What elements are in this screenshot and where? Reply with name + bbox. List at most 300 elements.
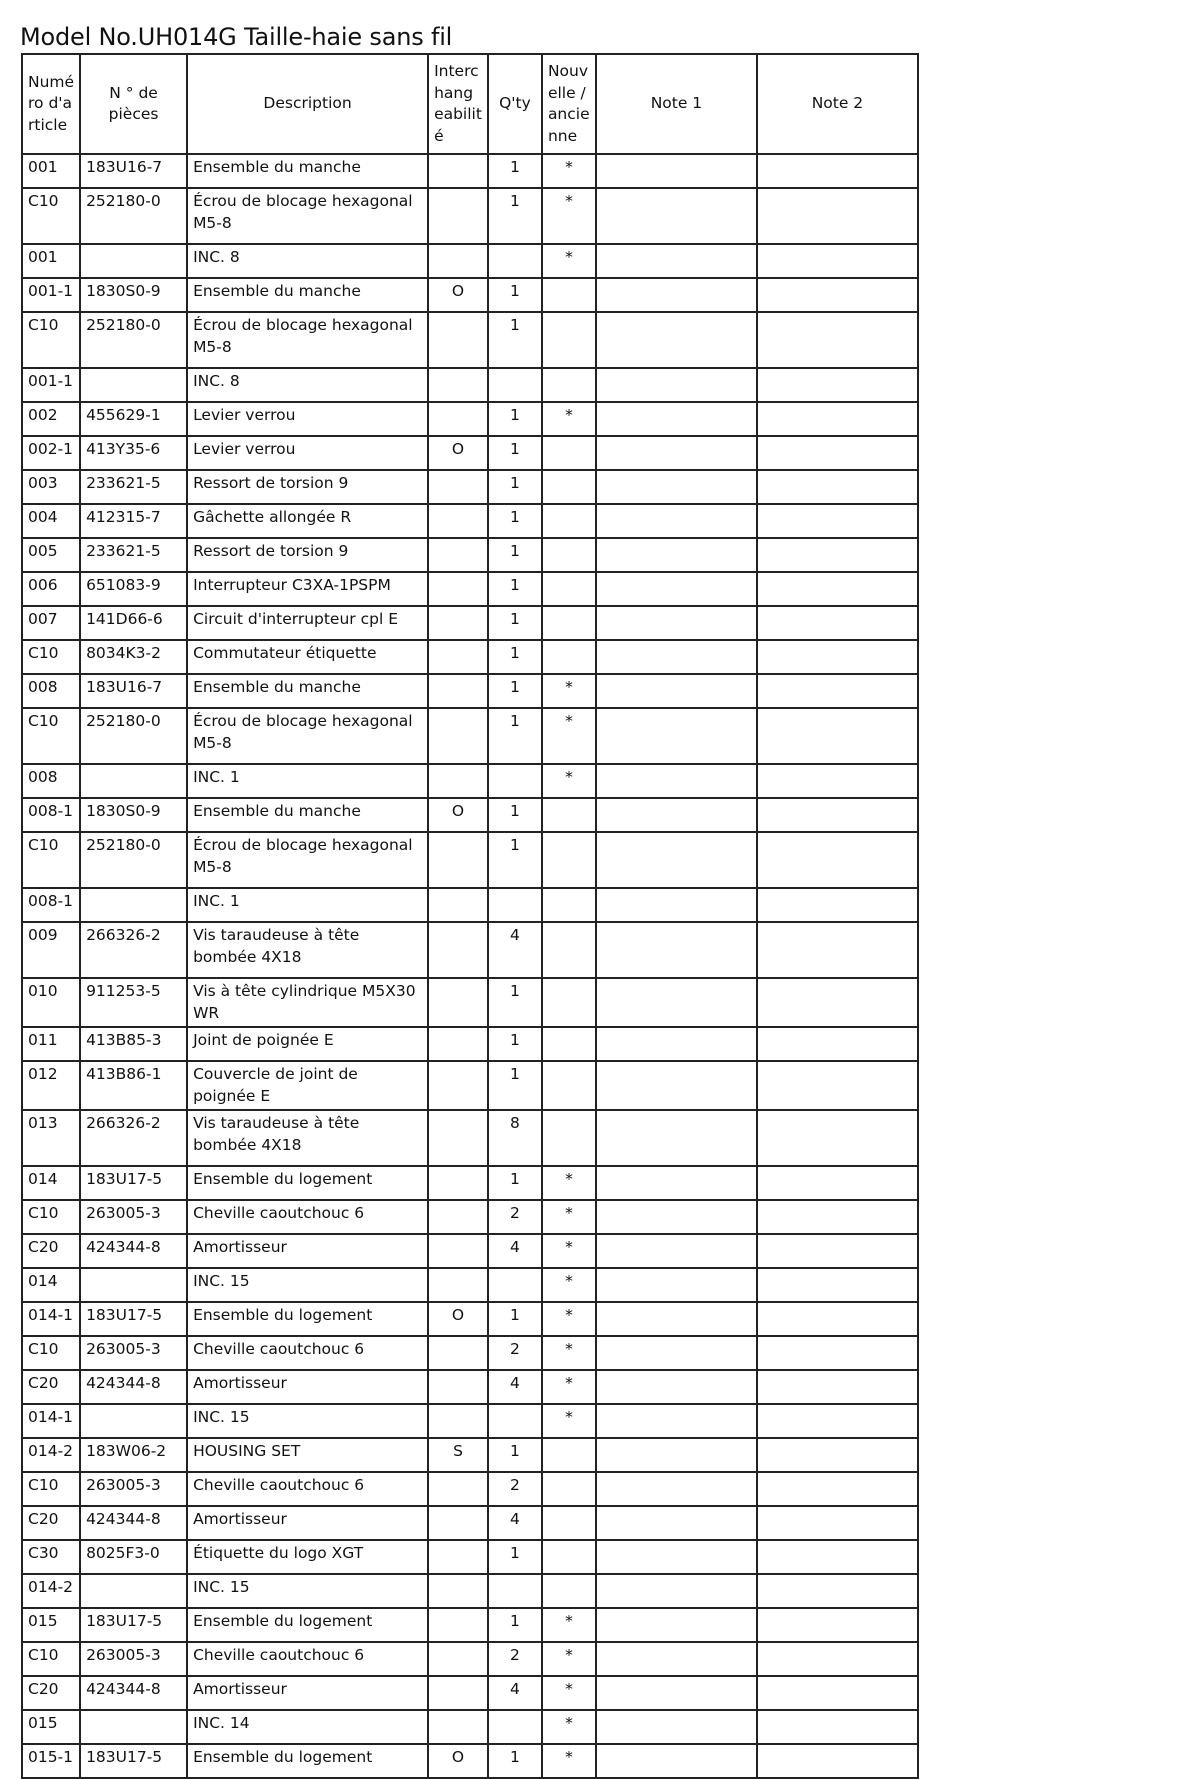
note-2-cell xyxy=(757,1744,918,1778)
interchangeability-cell xyxy=(428,1404,488,1438)
interchangeability-cell xyxy=(428,1676,488,1710)
quantity-cell: 2 xyxy=(488,1642,542,1676)
quantity-cell: 1 xyxy=(488,1061,542,1110)
interchangeability-cell xyxy=(428,154,488,188)
new-old-cell: * xyxy=(542,188,596,244)
item-number-cell: C10 xyxy=(22,1472,80,1506)
interchangeability-cell xyxy=(428,1642,488,1676)
description-cell: Ressort de torsion 9 xyxy=(187,538,428,572)
interchangeability-cell: O xyxy=(428,436,488,470)
new-old-cell xyxy=(542,798,596,832)
table-row xyxy=(22,832,918,888)
description-cell: Écrou de blocage hexagonal M5-8 xyxy=(187,708,428,764)
interchangeability-cell xyxy=(428,188,488,244)
header-interchangeability: Interc hang eabilit é xyxy=(428,54,488,154)
part-number-cell: 252180-0 xyxy=(80,708,187,764)
new-old-cell: * xyxy=(542,1608,596,1642)
parts-table-body xyxy=(22,154,918,1778)
item-number-cell: 014 xyxy=(22,1268,80,1302)
interchangeability-cell xyxy=(428,832,488,888)
note-1-cell xyxy=(596,1336,757,1370)
note-1-cell xyxy=(596,1404,757,1438)
table-row xyxy=(22,1027,918,1061)
quantity-cell: 4 xyxy=(488,1234,542,1268)
new-old-cell xyxy=(542,278,596,312)
note-2-cell xyxy=(757,1336,918,1370)
new-old-cell xyxy=(542,470,596,504)
description-cell: Cheville caoutchouc 6 xyxy=(187,1642,428,1676)
note-2-cell xyxy=(757,244,918,278)
new-old-cell: * xyxy=(542,1302,596,1336)
interchangeability-cell: S xyxy=(428,1438,488,1472)
item-number-cell: 005 xyxy=(22,538,80,572)
note-2-cell xyxy=(757,1676,918,1710)
item-number-cell: 014-2 xyxy=(22,1574,80,1608)
quantity-cell xyxy=(488,1710,542,1744)
quantity-cell xyxy=(488,244,542,278)
part-number-cell xyxy=(80,1404,187,1438)
item-number-cell: 002 xyxy=(22,402,80,436)
interchangeability-cell xyxy=(428,922,488,978)
quantity-cell: 1 xyxy=(488,1540,542,1574)
part-number-cell: 183U17-5 xyxy=(80,1166,187,1200)
description-cell: Ensemble du manche xyxy=(187,674,428,708)
interchangeability-cell xyxy=(428,640,488,674)
quantity-cell: 1 xyxy=(488,1166,542,1200)
table-row xyxy=(22,1744,918,1778)
description-cell: Amortisseur xyxy=(187,1370,428,1404)
table-row xyxy=(22,1336,918,1370)
quantity-cell: 1 xyxy=(488,1744,542,1778)
new-old-cell: * xyxy=(542,154,596,188)
table-row xyxy=(22,708,918,764)
item-number-cell: 008-1 xyxy=(22,888,80,922)
new-old-cell: * xyxy=(542,708,596,764)
description-cell: HOUSING SET xyxy=(187,1438,428,1472)
note-1-cell xyxy=(596,888,757,922)
new-old-cell xyxy=(542,1027,596,1061)
new-old-cell xyxy=(542,312,596,368)
description-cell: Vis taraudeuse à tête bombée 4X18 xyxy=(187,1110,428,1166)
new-old-cell xyxy=(542,1061,596,1110)
table-row xyxy=(22,1200,918,1234)
part-number-cell: 263005-3 xyxy=(80,1200,187,1234)
new-old-cell xyxy=(542,1540,596,1574)
note-2-cell xyxy=(757,674,918,708)
interchangeability-cell: O xyxy=(428,1744,488,1778)
part-number-cell: 424344-8 xyxy=(80,1676,187,1710)
header-row xyxy=(22,54,918,154)
note-1-cell xyxy=(596,764,757,798)
part-number-cell xyxy=(80,764,187,798)
note-1-cell xyxy=(596,1540,757,1574)
note-2-cell xyxy=(757,640,918,674)
part-number-cell: 266326-2 xyxy=(80,922,187,978)
note-1-cell xyxy=(596,1676,757,1710)
interchangeability-cell xyxy=(428,1540,488,1574)
note-1-cell xyxy=(596,1608,757,1642)
quantity-cell: 1 xyxy=(488,674,542,708)
description-cell: Couvercle de joint de poignée E xyxy=(187,1061,428,1110)
quantity-cell: 1 xyxy=(488,832,542,888)
new-old-cell xyxy=(542,978,596,1027)
new-old-cell: * xyxy=(542,674,596,708)
interchangeability-cell xyxy=(428,1061,488,1110)
part-number-cell: 233621-5 xyxy=(80,538,187,572)
table-row xyxy=(22,1404,918,1438)
description-cell: Amortisseur xyxy=(187,1234,428,1268)
note-2-cell xyxy=(757,888,918,922)
note-1-cell xyxy=(596,436,757,470)
item-number-cell: 009 xyxy=(22,922,80,978)
quantity-cell: 1 xyxy=(488,1608,542,1642)
description-cell: Levier verrou xyxy=(187,402,428,436)
part-number-cell: 413B85-3 xyxy=(80,1027,187,1061)
quantity-cell: 1 xyxy=(488,154,542,188)
item-number-cell: 014 xyxy=(22,1166,80,1200)
quantity-cell: 4 xyxy=(488,1506,542,1540)
quantity-cell: 1 xyxy=(488,708,542,764)
note-2-cell xyxy=(757,1710,918,1744)
quantity-cell: 4 xyxy=(488,1676,542,1710)
item-number-cell: 002-1 xyxy=(22,436,80,470)
quantity-cell: 1 xyxy=(488,1302,542,1336)
item-number-cell: C10 xyxy=(22,1336,80,1370)
quantity-cell xyxy=(488,1574,542,1608)
note-1-cell xyxy=(596,1710,757,1744)
part-number-cell: 455629-1 xyxy=(80,402,187,436)
part-number-cell: 183U16-7 xyxy=(80,674,187,708)
description-cell: INC. 8 xyxy=(187,244,428,278)
quantity-cell: 1 xyxy=(488,402,542,436)
note-1-cell xyxy=(596,640,757,674)
quantity-cell: 4 xyxy=(488,1370,542,1404)
description-cell: Gâchette allongée R xyxy=(187,504,428,538)
note-2-cell xyxy=(757,764,918,798)
new-old-cell xyxy=(542,1472,596,1506)
quantity-cell: 4 xyxy=(488,922,542,978)
header-description: Description xyxy=(187,54,428,154)
note-2-cell xyxy=(757,1506,918,1540)
quantity-cell: 1 xyxy=(488,188,542,244)
quantity-cell: 8 xyxy=(488,1110,542,1166)
note-1-cell xyxy=(596,674,757,708)
part-number-cell: 183U17-5 xyxy=(80,1302,187,1336)
description-cell: Cheville caoutchouc 6 xyxy=(187,1200,428,1234)
part-number-cell: 424344-8 xyxy=(80,1370,187,1404)
table-row xyxy=(22,978,918,1027)
interchangeability-cell xyxy=(428,1608,488,1642)
item-number-cell: 015 xyxy=(22,1608,80,1642)
table-row xyxy=(22,922,918,978)
interchangeability-cell: O xyxy=(428,1302,488,1336)
interchangeability-cell xyxy=(428,1472,488,1506)
note-2-cell xyxy=(757,470,918,504)
header-note-1: Note 1 xyxy=(596,54,757,154)
interchangeability-cell xyxy=(428,1336,488,1370)
description-cell: Ensemble du logement xyxy=(187,1166,428,1200)
description-cell: Levier verrou xyxy=(187,436,428,470)
quantity-cell xyxy=(488,888,542,922)
description-cell: INC. 1 xyxy=(187,764,428,798)
part-number-cell xyxy=(80,888,187,922)
table-row xyxy=(22,538,918,572)
description-cell: INC. 1 xyxy=(187,888,428,922)
note-1-cell xyxy=(596,1506,757,1540)
part-number-cell: 911253-5 xyxy=(80,978,187,1027)
table-row xyxy=(22,1234,918,1268)
header-part-number: N ° de pièces xyxy=(80,54,187,154)
interchangeability-cell xyxy=(428,1027,488,1061)
table-row xyxy=(22,368,918,402)
table-row xyxy=(22,1110,918,1166)
quantity-cell: 1 xyxy=(488,538,542,572)
part-number-cell: 1830S0-9 xyxy=(80,798,187,832)
part-number-cell: 141D66-6 xyxy=(80,606,187,640)
new-old-cell xyxy=(542,640,596,674)
note-1-cell xyxy=(596,1642,757,1676)
description-cell: INC. 14 xyxy=(187,1710,428,1744)
note-1-cell xyxy=(596,1061,757,1110)
part-number-cell: 263005-3 xyxy=(80,1472,187,1506)
note-1-cell xyxy=(596,1027,757,1061)
note-1-cell xyxy=(596,708,757,764)
note-1-cell xyxy=(596,832,757,888)
table-row xyxy=(22,1302,918,1336)
table-row xyxy=(22,504,918,538)
note-2-cell xyxy=(757,436,918,470)
description-cell: Écrou de blocage hexagonal M5-8 xyxy=(187,188,428,244)
item-number-cell: 011 xyxy=(22,1027,80,1061)
item-number-cell: 007 xyxy=(22,606,80,640)
item-number-cell: 001-1 xyxy=(22,278,80,312)
item-number-cell: 013 xyxy=(22,1110,80,1166)
item-number-cell: 014-1 xyxy=(22,1404,80,1438)
note-1-cell xyxy=(596,1268,757,1302)
interchangeability-cell xyxy=(428,1370,488,1404)
header-item-number: Numé ro d'a rticle xyxy=(22,54,80,154)
item-number-cell: 001-1 xyxy=(22,368,80,402)
description-cell: Vis taraudeuse à tête bombée 4X18 xyxy=(187,922,428,978)
item-number-cell: 003 xyxy=(22,470,80,504)
interchangeability-cell xyxy=(428,402,488,436)
description-cell: Étiquette du logo XGT xyxy=(187,1540,428,1574)
interchangeability-cell xyxy=(428,1200,488,1234)
quantity-cell: 1 xyxy=(488,1027,542,1061)
new-old-cell: * xyxy=(542,1710,596,1744)
item-number-cell: C10 xyxy=(22,832,80,888)
description-cell: Ensemble du logement xyxy=(187,1608,428,1642)
item-number-cell: 015 xyxy=(22,1710,80,1744)
note-1-cell xyxy=(596,154,757,188)
new-old-cell: * xyxy=(542,1268,596,1302)
new-old-cell: * xyxy=(542,244,596,278)
quantity-cell: 1 xyxy=(488,978,542,1027)
new-old-cell xyxy=(542,538,596,572)
item-number-cell: C10 xyxy=(22,188,80,244)
part-number-cell: 424344-8 xyxy=(80,1506,187,1540)
note-2-cell xyxy=(757,708,918,764)
item-number-cell: 006 xyxy=(22,572,80,606)
table-row xyxy=(22,798,918,832)
table-row xyxy=(22,278,918,312)
part-number-cell: 183W06-2 xyxy=(80,1438,187,1472)
note-2-cell xyxy=(757,1472,918,1506)
note-2-cell xyxy=(757,278,918,312)
table-row xyxy=(22,154,918,188)
description-cell: Amortisseur xyxy=(187,1506,428,1540)
note-1-cell xyxy=(596,278,757,312)
quantity-cell: 1 xyxy=(488,312,542,368)
table-row xyxy=(22,1472,918,1506)
note-1-cell xyxy=(596,1472,757,1506)
note-2-cell xyxy=(757,1166,918,1200)
item-number-cell: C20 xyxy=(22,1676,80,1710)
quantity-cell: 1 xyxy=(488,640,542,674)
interchangeability-cell xyxy=(428,312,488,368)
part-number-cell: 266326-2 xyxy=(80,1110,187,1166)
new-old-cell: * xyxy=(542,402,596,436)
note-2-cell xyxy=(757,1200,918,1234)
note-1-cell xyxy=(596,1370,757,1404)
part-number-cell xyxy=(80,1574,187,1608)
interchangeability-cell xyxy=(428,764,488,798)
item-number-cell: 001 xyxy=(22,154,80,188)
interchangeability-cell xyxy=(428,888,488,922)
table-row xyxy=(22,572,918,606)
new-old-cell xyxy=(542,436,596,470)
note-1-cell xyxy=(596,798,757,832)
new-old-cell: * xyxy=(542,1370,596,1404)
interchangeability-cell: O xyxy=(428,798,488,832)
table-row xyxy=(22,674,918,708)
interchangeability-cell: O xyxy=(428,278,488,312)
table-row xyxy=(22,1268,918,1302)
interchangeability-cell xyxy=(428,572,488,606)
note-2-cell xyxy=(757,1302,918,1336)
part-number-cell xyxy=(80,244,187,278)
part-number-cell xyxy=(80,1268,187,1302)
note-1-cell xyxy=(596,1574,757,1608)
part-number-cell: 263005-3 xyxy=(80,1336,187,1370)
new-old-cell xyxy=(542,572,596,606)
note-1-cell xyxy=(596,572,757,606)
new-old-cell: * xyxy=(542,1166,596,1200)
note-1-cell xyxy=(596,504,757,538)
interchangeability-cell xyxy=(428,978,488,1027)
new-old-cell: * xyxy=(542,1200,596,1234)
note-1-cell xyxy=(596,922,757,978)
note-1-cell xyxy=(596,1744,757,1778)
note-1-cell xyxy=(596,188,757,244)
table-row xyxy=(22,1061,918,1110)
part-number-cell: 263005-3 xyxy=(80,1642,187,1676)
part-number-cell: 413Y35-6 xyxy=(80,436,187,470)
table-row xyxy=(22,402,918,436)
note-2-cell xyxy=(757,504,918,538)
quantity-cell: 2 xyxy=(488,1472,542,1506)
part-number-cell: 252180-0 xyxy=(80,312,187,368)
header-quantity: Q'ty xyxy=(488,54,542,154)
note-2-cell xyxy=(757,1540,918,1574)
note-2-cell xyxy=(757,572,918,606)
new-old-cell xyxy=(542,832,596,888)
item-number-cell: C10 xyxy=(22,640,80,674)
table-row xyxy=(22,1574,918,1608)
interchangeability-cell xyxy=(428,1110,488,1166)
new-old-cell xyxy=(542,888,596,922)
description-cell: Écrou de blocage hexagonal M5-8 xyxy=(187,312,428,368)
note-1-cell xyxy=(596,1234,757,1268)
header-note-2: Note 2 xyxy=(757,54,918,154)
item-number-cell: 010 xyxy=(22,978,80,1027)
part-number-cell: 183U17-5 xyxy=(80,1608,187,1642)
note-2-cell xyxy=(757,1027,918,1061)
description-cell: INC. 15 xyxy=(187,1268,428,1302)
description-cell: INC. 8 xyxy=(187,368,428,402)
item-number-cell: 004 xyxy=(22,504,80,538)
note-2-cell xyxy=(757,1404,918,1438)
note-2-cell xyxy=(757,1061,918,1110)
table-row xyxy=(22,1608,918,1642)
new-old-cell xyxy=(542,1110,596,1166)
item-number-cell: C20 xyxy=(22,1506,80,1540)
part-number-cell: 183U16-7 xyxy=(80,154,187,188)
table-row xyxy=(22,764,918,798)
note-2-cell xyxy=(757,922,918,978)
item-number-cell: C30 xyxy=(22,1540,80,1574)
interchangeability-cell xyxy=(428,1268,488,1302)
description-cell: Interrupteur C3XA-1PSPM xyxy=(187,572,428,606)
table-row xyxy=(22,1540,918,1574)
quantity-cell: 2 xyxy=(488,1336,542,1370)
table-row xyxy=(22,244,918,278)
description-cell: Ensemble du manche xyxy=(187,278,428,312)
note-2-cell xyxy=(757,1110,918,1166)
quantity-cell xyxy=(488,764,542,798)
note-2-cell xyxy=(757,312,918,368)
note-2-cell xyxy=(757,188,918,244)
table-row xyxy=(22,1438,918,1472)
note-1-cell xyxy=(596,1438,757,1472)
quantity-cell: 1 xyxy=(488,572,542,606)
note-2-cell xyxy=(757,798,918,832)
description-cell: Ensemble du manche xyxy=(187,154,428,188)
item-number-cell: 014-1 xyxy=(22,1302,80,1336)
new-old-cell: * xyxy=(542,764,596,798)
note-1-cell xyxy=(596,978,757,1027)
description-cell: Cheville caoutchouc 6 xyxy=(187,1336,428,1370)
new-old-cell: * xyxy=(542,1234,596,1268)
note-1-cell xyxy=(596,1110,757,1166)
description-cell: Ensemble du manche xyxy=(187,798,428,832)
table-row xyxy=(22,470,918,504)
note-2-cell xyxy=(757,832,918,888)
item-number-cell: C20 xyxy=(22,1234,80,1268)
new-old-cell: * xyxy=(542,1404,596,1438)
item-number-cell: 012 xyxy=(22,1061,80,1110)
note-1-cell xyxy=(596,1166,757,1200)
note-2-cell xyxy=(757,1608,918,1642)
new-old-cell: * xyxy=(542,1336,596,1370)
table-row xyxy=(22,1710,918,1744)
note-1-cell xyxy=(596,606,757,640)
parts-table xyxy=(21,53,919,1779)
part-number-cell: 8025F3-0 xyxy=(80,1540,187,1574)
new-old-cell xyxy=(542,504,596,538)
quantity-cell: 1 xyxy=(488,278,542,312)
interchangeability-cell xyxy=(428,470,488,504)
